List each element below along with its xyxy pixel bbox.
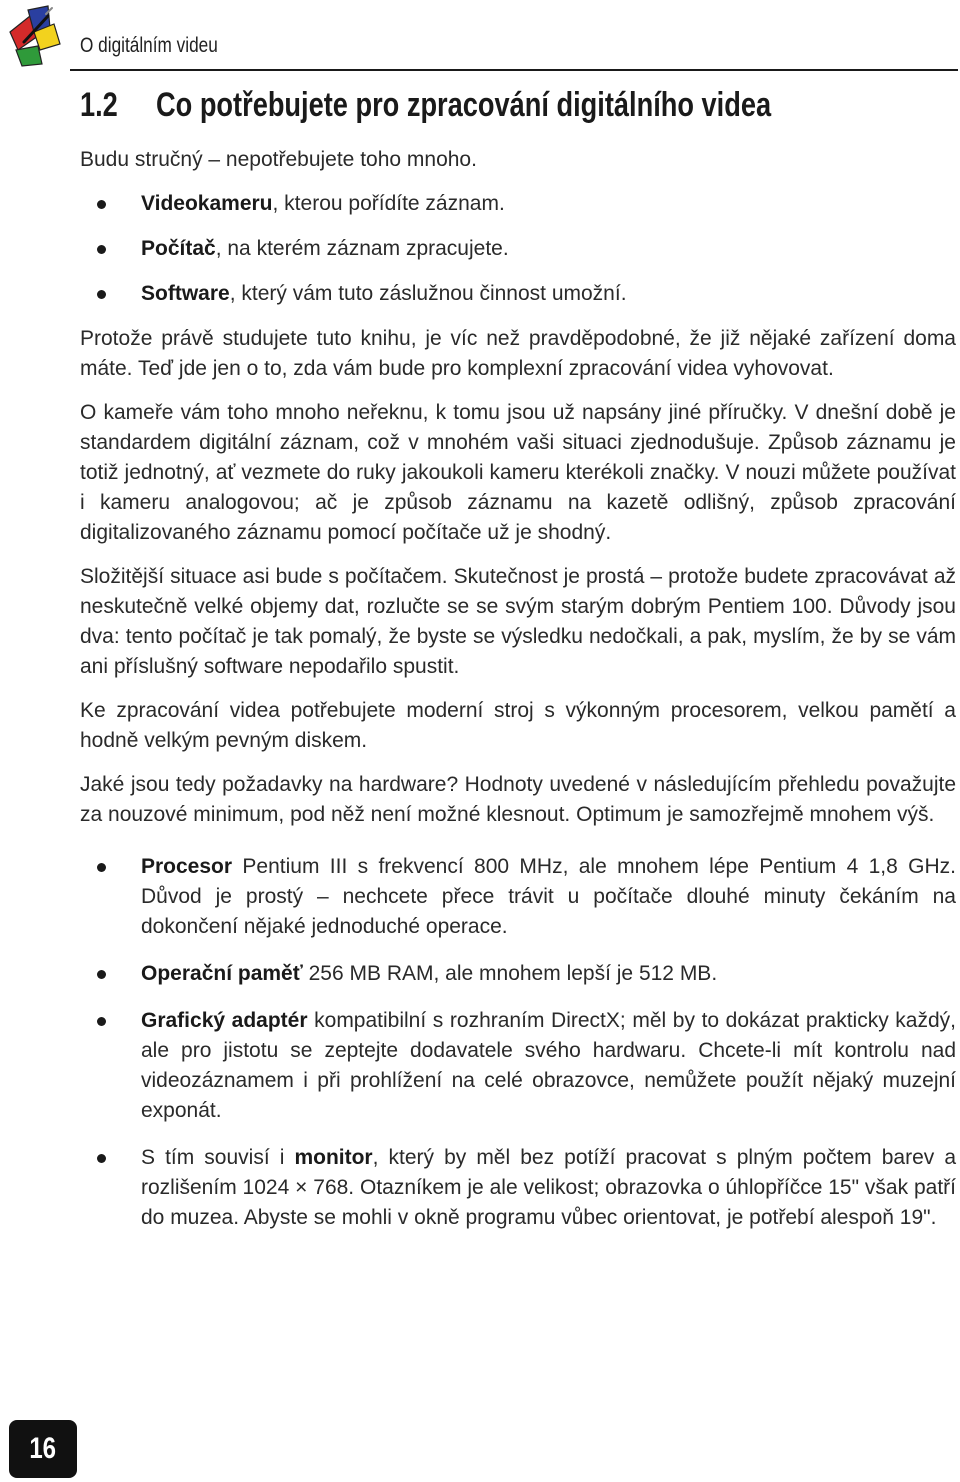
item-term: Procesor [141, 855, 233, 878]
paragraph: Složitější situace asi bude s počítačem. Skutečnost je prostá – protože budete zpracovávat až neskutečně velké objemy dat, rozlučte se se svým starým dobrým Pentiem 100. Důvody jsou dva: tento počítač je tak pomalý, že byste se výsledku nedočkali, a pak, myslím, že by se vám ani příslušný software nepodařilo spustit. [80, 565, 956, 678]
item-prefix: S tím souvisí i [141, 1146, 295, 1169]
item-text: Pentium III s frekvencí 800 MHz, ale mnohem lépe Pentium 4 1,8 GHz. Důvod je prostý – nechcete přece trávit u počítače dlouhé minuty čekáním na dokončení nějaké jednoduché operace. [141, 855, 956, 938]
section-title: Co potřebujete pro zpracování digitálního videa [156, 86, 772, 124]
list-item [80, 234, 956, 264]
paragraph: Jaké jsou tedy požadavky na hardware? Hodnoty uvedené v následujícím přehledu považujte za nouzové minimum, pod něž není možné klesnout. Optimum je samozřejmě mnohem výš. [80, 773, 956, 826]
page-number-badge [9, 1420, 77, 1478]
item-term: Grafický adaptér [141, 1009, 308, 1032]
page-number: 16 [29, 1432, 57, 1465]
list-item [80, 279, 956, 309]
list-item [80, 189, 956, 219]
paragraph: O kameře vám toho mnoho neřeknu, k tomu jsou už napsány jiné příručky. V dnešní době je standardem digitální záznam, což v mnohém vaši situaci zjednodušuje. Způsob záznamu je totiž jednotný, ať vezmete do ruky jakoukoli kameru kterékoli značky. V nouzi můžete používat i kameru analogovou; ač je způsob záznamu na kazetě odlišný, způsob zpracování digitalizovaného záznamu pomocí počítače už je shodný. [80, 401, 956, 544]
list-item [80, 1143, 956, 1233]
running-head: O digitálním videu [80, 34, 218, 57]
list-item [80, 959, 956, 989]
item-text: 256 MB RAM, ale mnohem lepší je 512 MB. [302, 962, 718, 985]
list-item [80, 1006, 956, 1126]
equipment-list [80, 189, 956, 309]
paragraph: Protože právě studujete tuto knihu, je víc než pravděpodobné, že již nějaké zařízení doma máte. Teď jde jen o to, zda vám bude pro komplexní zpracování videa vyhovovat. [80, 327, 956, 380]
item-term: Počítač [141, 237, 216, 260]
item-term: Videokameru [141, 192, 273, 215]
item-text: , na kterém záznam zpracujete. [215, 237, 509, 260]
section-heading [80, 86, 771, 125]
page-body [80, 145, 956, 1250]
list-item [80, 852, 956, 942]
item-term: Operační paměť [141, 962, 303, 985]
publisher-logo-icon [4, 2, 66, 68]
item-text: , kterou pořídíte záznam. [272, 192, 505, 215]
item-text: kompatibilní s rozhraním DirectX; měl by to dokázat prakticky každý, ale pro jistotu se zeptejte dodavatele svého hardwaru. Chcete-li mít kontrolu nad videozáznamem i při prohlížení na celé obrazovce, nemůžete použít nějaký muzejní exponát. [141, 1009, 956, 1122]
paragraph: Ke zpracování videa potřebujete moderní stroj s výkonným procesorem, velkou pamětí a hodně velkým pevným diskem. [80, 699, 956, 752]
item-term: Software [141, 282, 230, 305]
item-text: , který vám tuto záslužnou činnost umožní. [229, 282, 627, 305]
item-term: monitor [294, 1146, 373, 1169]
item-text: , který by měl bez potíží pracovat s plným počtem barev a rozlišením 1024 × 768. Otazníkem je ale velikost; obrazovka o úhlopříčce 15" však patří do muzea. Abyste se mohli v okně programu vůbec orientovat, je potřebí alespoň 19". [141, 1146, 957, 1229]
header-rule [70, 69, 958, 71]
intro-paragraph: Budu stručný – nepotřebujete toho mnoho. [80, 148, 477, 171]
hardware-requirements-list [80, 852, 956, 1233]
section-number: 1.2 [80, 86, 118, 124]
